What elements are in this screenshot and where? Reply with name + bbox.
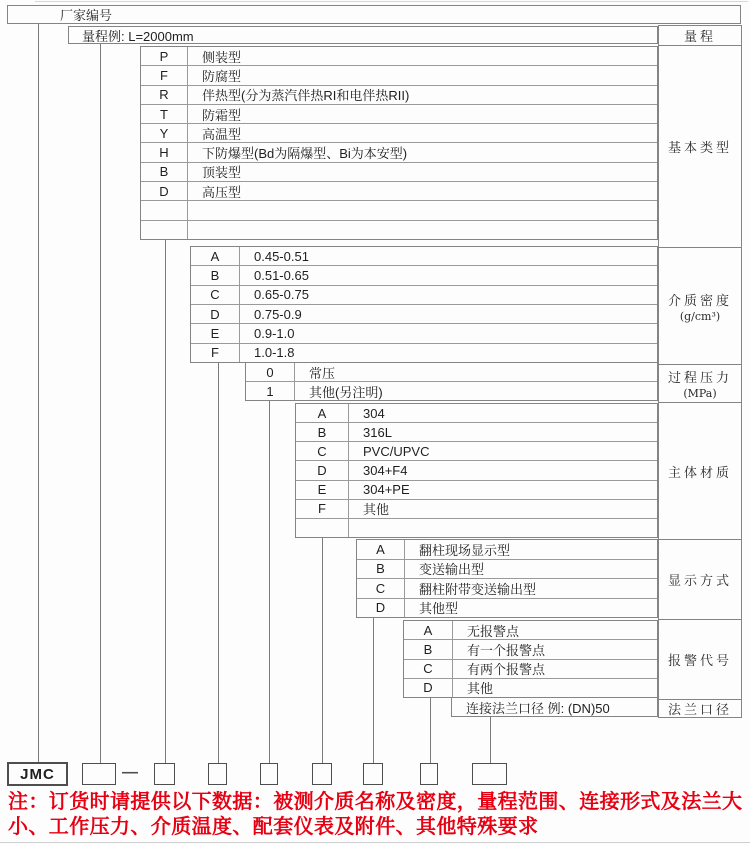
spec-row xyxy=(141,162,657,181)
code-cell: A xyxy=(404,621,453,639)
spec-row xyxy=(191,285,657,304)
desc-cell xyxy=(188,201,657,219)
spec-row xyxy=(404,639,657,658)
desc-cell: 316L xyxy=(363,424,392,440)
model-prefix-box: JMC xyxy=(7,762,68,786)
desc-cell: 翻柱现场显示型 xyxy=(419,542,511,558)
code-cell: B xyxy=(404,640,453,658)
code-cell: C xyxy=(404,660,453,678)
spec-row xyxy=(141,123,657,142)
desc-cell: 其他型 xyxy=(419,601,459,617)
range-example-box xyxy=(68,26,658,44)
label-process-pressure-unit: (MPa) xyxy=(683,387,717,400)
code-cell: D xyxy=(404,679,453,697)
desc-cell: 变送输出型 xyxy=(419,562,485,578)
desc-cell: 高温型 xyxy=(202,126,242,142)
spec-row xyxy=(141,85,657,104)
spec-row xyxy=(404,659,657,678)
factory-code-label: 厂家编号 xyxy=(60,8,113,23)
label-range: 量程 xyxy=(683,30,716,45)
bottom-edge-line xyxy=(0,842,750,843)
spec-row xyxy=(141,181,657,200)
display-mode-table xyxy=(356,539,658,618)
factory-code-box xyxy=(7,5,741,24)
code-cell: F xyxy=(296,500,349,518)
code-cell: D xyxy=(357,599,405,618)
code-cell xyxy=(141,201,188,219)
desc-cell: 0.9-1.0 xyxy=(254,325,295,341)
model-digit-box xyxy=(260,763,278,785)
order-note: 注：订货时请提供以下数据：被测介质名称及密度，量程范围、连接形式及法兰大小、工作压力、介质温度、配套仪表及附件、其他特殊要求 xyxy=(8,791,743,838)
code-cell: C xyxy=(357,579,405,598)
desc-cell: 304 xyxy=(363,405,385,421)
spec-row xyxy=(357,559,657,579)
spec-row xyxy=(357,540,657,559)
code-cell: R xyxy=(141,86,188,104)
label-medium-density: 介质密度 (g/cm³) xyxy=(659,247,741,364)
desc-cell xyxy=(349,519,657,537)
desc-cell: PVC/UPVC xyxy=(363,443,430,459)
label-flange-size: 法兰口径 xyxy=(659,699,741,717)
code-cell: T xyxy=(141,105,188,123)
flange-size-text: 连接法兰口径 例: (DN)50 xyxy=(466,700,610,716)
desc-cell: 伴热型(分为蒸汽伴热RI和电伴热RII) xyxy=(202,88,410,104)
code-cell: A xyxy=(357,540,405,559)
desc-cell: 常压 xyxy=(309,365,336,381)
spec-row xyxy=(246,381,657,400)
process-pressure-table xyxy=(245,362,658,401)
desc-cell: 其他 xyxy=(467,681,494,697)
code-cell: P xyxy=(141,47,188,65)
model-digit-box xyxy=(208,763,227,785)
label-basic-type: 基本类型 xyxy=(659,45,741,247)
connector-line-display xyxy=(373,618,374,763)
code-cell xyxy=(141,221,188,239)
label-alarm-code: 报警代号 xyxy=(659,619,741,699)
model-digit-box xyxy=(82,763,116,785)
desc-cell: 有一个报警点 xyxy=(467,642,546,658)
spec-row xyxy=(141,47,657,65)
connector-line-pressure xyxy=(269,401,270,763)
top-edge-line xyxy=(35,1,748,2)
spec-row xyxy=(296,518,657,537)
body-material-table xyxy=(295,403,658,538)
desc-cell: 304+F4 xyxy=(363,462,408,478)
spec-row xyxy=(141,65,657,84)
code-cell: B xyxy=(296,423,349,441)
model-digit-box xyxy=(154,763,175,785)
code-cell: E xyxy=(191,324,240,342)
code-cell: D xyxy=(141,182,188,200)
code-cell: F xyxy=(191,344,240,362)
category-label-column xyxy=(658,25,742,718)
code-cell: F xyxy=(141,66,188,84)
desc-cell: 无报警点 xyxy=(467,623,520,639)
code-cell: C xyxy=(191,286,240,304)
code-cell: 1 xyxy=(246,382,295,400)
spec-row xyxy=(296,422,657,441)
code-cell xyxy=(296,519,349,537)
spec-row xyxy=(296,441,657,460)
desc-cell: 侧装型 xyxy=(202,49,242,65)
code-cell: H xyxy=(141,143,188,161)
code-cell: A xyxy=(296,404,349,422)
code-cell: Y xyxy=(141,124,188,142)
desc-cell: 0.45-0.51 xyxy=(254,248,309,264)
desc-cell: 翻柱附带变送输出型 xyxy=(419,581,537,597)
desc-cell: 顶装型 xyxy=(202,165,242,181)
medium-density-table xyxy=(190,246,658,363)
spec-row xyxy=(246,363,657,381)
label-process-pressure: 过程压力 (MPa) xyxy=(659,364,741,402)
spec-row xyxy=(357,578,657,598)
spec-row xyxy=(296,404,657,422)
spec-row xyxy=(141,200,657,219)
desc-cell: 防腐型 xyxy=(202,68,242,84)
spec-row xyxy=(357,598,657,618)
spec-row xyxy=(191,343,657,362)
code-cell: D xyxy=(191,305,240,323)
desc-cell: 0.51-0.65 xyxy=(254,267,309,283)
code-cell: B xyxy=(141,163,188,181)
model-digit-box xyxy=(312,763,332,785)
code-cell: A xyxy=(191,247,240,265)
spec-row xyxy=(296,460,657,479)
connector-line-alarm xyxy=(430,698,431,763)
connector-line-factory xyxy=(38,24,39,763)
desc-cell: 高压型 xyxy=(202,184,242,200)
spec-row xyxy=(141,104,657,123)
spec-row xyxy=(141,220,657,239)
model-separator: — xyxy=(122,764,138,781)
code-cell: B xyxy=(191,266,240,284)
spec-row xyxy=(404,621,657,639)
desc-cell: 304+PE xyxy=(363,482,410,498)
desc-cell: 防霜型 xyxy=(202,107,242,123)
code-cell: D xyxy=(296,461,349,479)
desc-cell: 有两个报警点 xyxy=(467,662,546,678)
desc-cell: 其他 xyxy=(363,502,390,518)
connector-line-flange xyxy=(490,717,491,763)
spec-row xyxy=(191,265,657,284)
desc-cell: 下防爆型(Bd为隔爆型、Bi为本安型) xyxy=(202,146,408,162)
spec-row xyxy=(191,247,657,265)
connector-line-material xyxy=(322,538,323,763)
code-cell: C xyxy=(296,442,349,460)
label-body-material: 主体材质 xyxy=(659,402,741,539)
label-medium-density-unit: (g/cm³) xyxy=(679,309,721,323)
spec-row xyxy=(296,480,657,499)
spec-row xyxy=(404,678,657,697)
alarm-code-table xyxy=(403,620,658,698)
code-cell: B xyxy=(357,560,405,579)
spec-row xyxy=(191,323,657,342)
desc-cell: 0.65-0.75 xyxy=(254,287,309,303)
model-digit-box xyxy=(472,763,507,785)
desc-cell: 1.0-1.8 xyxy=(254,345,295,361)
connector-line-range xyxy=(100,44,101,763)
desc-cell: 0.75-0.9 xyxy=(254,306,302,322)
code-cell: 0 xyxy=(246,363,295,381)
spec-row xyxy=(191,304,657,323)
code-cell: E xyxy=(296,481,349,499)
model-digit-box xyxy=(420,763,438,785)
basic-type-table xyxy=(140,46,658,240)
connector-line-density xyxy=(218,363,219,763)
desc-cell: 其他(另注明) xyxy=(309,384,383,400)
desc-cell xyxy=(188,221,657,239)
connector-line-basic-type xyxy=(165,240,166,763)
spec-row xyxy=(296,499,657,518)
model-digit-box xyxy=(363,763,383,785)
label-display-mode: 显示方式 xyxy=(659,539,741,619)
range-example-label: 量程例: L=2000mm xyxy=(82,28,194,44)
spec-row xyxy=(141,142,657,161)
flange-size-row xyxy=(451,697,658,717)
